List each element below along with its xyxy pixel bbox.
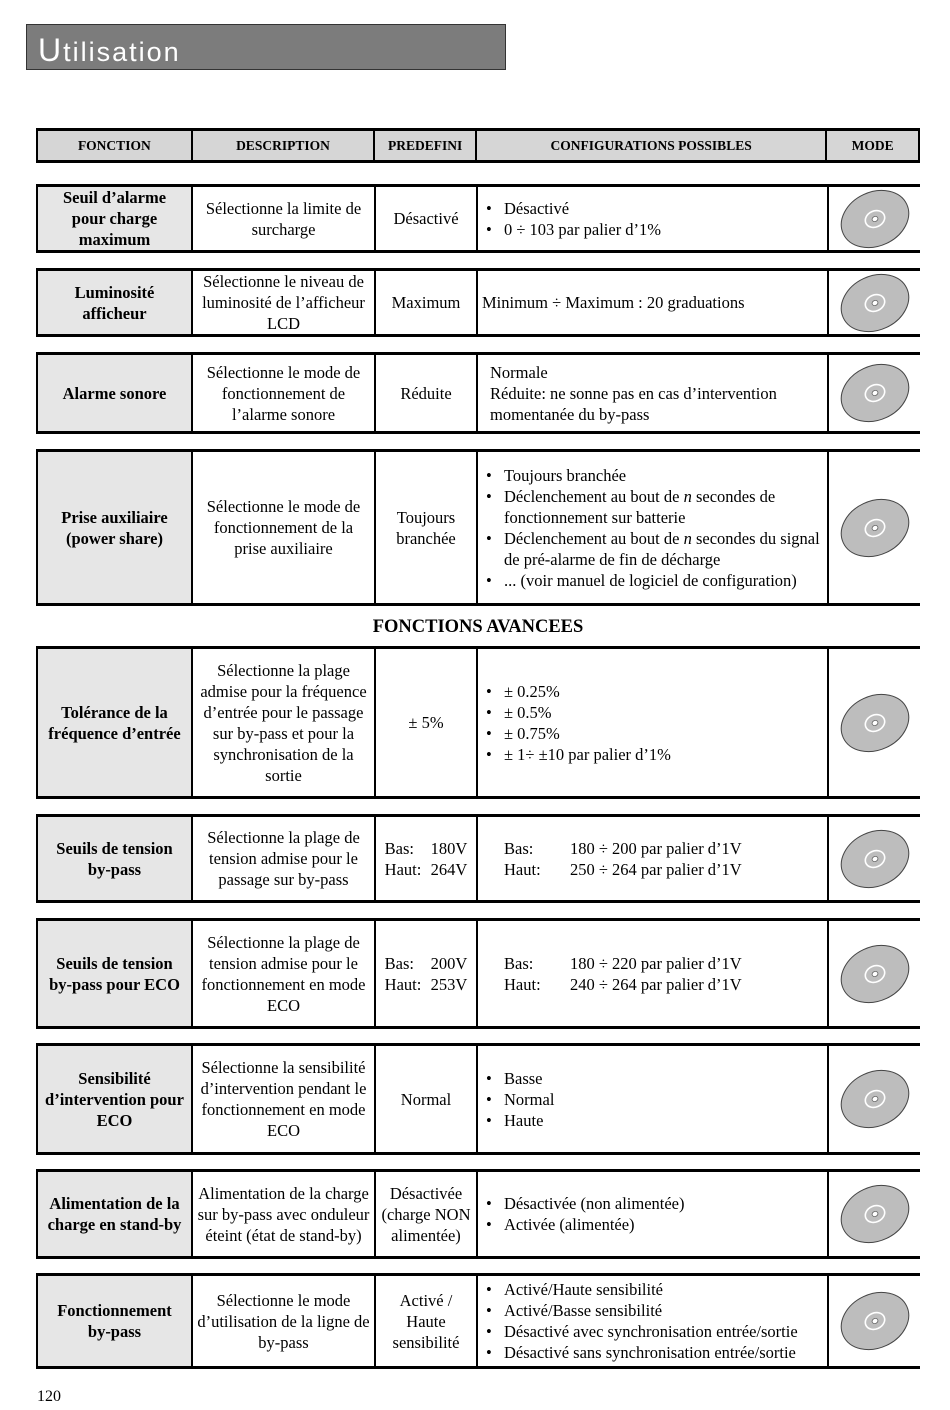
row-configurations xyxy=(478,355,829,431)
row-description: Sélectionne la plage admise pour la fréquence d’entrée pour le passage sur by-pass et pour la synchronisation de la sortie xyxy=(193,649,376,796)
config-label: Haut: xyxy=(504,974,541,994)
option-item: • ± 0.75% xyxy=(482,723,671,744)
cd-disc-icon xyxy=(838,1069,912,1129)
option-text: Minimum ÷ Maximum : 20 graduations xyxy=(482,293,745,312)
row-fonction: Fonctionnement by-pass xyxy=(38,1276,193,1366)
table-row xyxy=(36,918,920,1029)
predefini-label: Bas: xyxy=(384,838,414,858)
cd-disc-icon xyxy=(838,189,912,249)
row-configurations xyxy=(478,817,829,900)
row-predefini: Activé / Haute sensibilité xyxy=(376,1276,478,1366)
row-configurations xyxy=(478,271,829,334)
row-predefini xyxy=(376,921,478,1026)
table-row xyxy=(36,814,920,903)
cd-disc-icon xyxy=(838,363,912,423)
row-configurations xyxy=(478,187,829,250)
config-label: Bas: xyxy=(504,953,534,973)
table-row xyxy=(36,184,920,253)
cd-disc-icon xyxy=(838,273,912,333)
table-row xyxy=(36,1273,920,1369)
table-row xyxy=(36,1169,920,1259)
option-item: • Désactivé avec synchronisation entrée/sortie xyxy=(482,1321,798,1342)
row-fonction: Sensibilité d’intervention pour ECO xyxy=(38,1046,193,1152)
row-description: Sélectionne le mode de fonctionnement de la prise auxiliaire xyxy=(193,452,376,603)
config-label: Bas: xyxy=(504,838,534,858)
table-row xyxy=(36,449,920,606)
row-fonction: Tolérance de la fréquence d’entrée xyxy=(38,649,193,796)
table-row xyxy=(36,1043,920,1155)
row-predefini: Réduite xyxy=(376,355,478,431)
header-fonction: FONCTION xyxy=(38,131,193,160)
option-item: • Activé/Basse sensibilité xyxy=(482,1300,798,1321)
row-description: Sélectionne le niveau de luminosité de l’afficheur LCD xyxy=(193,271,376,334)
option-item: • Toujours branchée xyxy=(482,465,823,486)
row-fonction: Prise auxiliaire (power share) xyxy=(38,452,193,603)
option-text: Normale Réduite: ne sonne pas en cas d’intervention momentanée du by-pass xyxy=(490,362,777,424)
row-mode xyxy=(829,452,920,603)
advanced-section-title: FONCTIONS AVANCEES xyxy=(372,617,584,637)
row-mode xyxy=(829,817,920,900)
header-configurations: CONFIGURATIONS POSSIBLES xyxy=(477,131,827,160)
predefini-value: 253V xyxy=(430,974,468,994)
row-description: Alimentation de la charge sur by-pass avec onduleur éteint (état de stand-by) xyxy=(193,1172,376,1256)
option-item: • Activé/Haute sensibilité xyxy=(482,1279,798,1300)
table-row xyxy=(36,352,920,434)
row-mode xyxy=(829,1276,920,1366)
row-configurations xyxy=(478,1172,829,1256)
config-label: Haut: xyxy=(504,859,541,879)
row-fonction: Alarme sonore xyxy=(38,355,193,431)
option-item: • Basse xyxy=(482,1068,554,1089)
header-description: DESCRIPTION xyxy=(193,131,376,160)
row-configurations xyxy=(478,649,829,796)
predefini-value: 200V xyxy=(430,953,468,973)
row-description: Sélectionne la plage de tension admise pour le fonctionnement en mode ECO xyxy=(193,921,376,1026)
predefini-label: Haut: xyxy=(384,974,422,994)
config-value: 180 ÷ 200 par palier d’1V xyxy=(570,838,742,858)
header-mode: MODE xyxy=(827,131,918,160)
option-item: • Désactivé xyxy=(482,198,661,219)
cd-disc-icon xyxy=(838,829,912,889)
option-item: • Déclenchement au bout de n secondes du signal de pré-alarme de fin de décharge xyxy=(482,528,823,570)
row-fonction: Alimentation de la charge en stand-by xyxy=(38,1172,193,1256)
row-configurations xyxy=(478,921,829,1026)
option-item: • Désactivé sans synchronisation entrée/sortie xyxy=(482,1342,798,1363)
row-predefini: Désactivé xyxy=(376,187,478,250)
cd-disc-icon xyxy=(838,1184,912,1244)
option-item: • ± 0.25% xyxy=(482,681,671,702)
cd-disc-icon xyxy=(838,1291,912,1351)
row-fonction: Seuil d’alarme pour charge maximum xyxy=(38,187,193,250)
predefini-label: Bas: xyxy=(384,953,414,973)
header-predefini: PREDEFINI xyxy=(375,131,477,160)
cd-disc-icon xyxy=(838,498,912,558)
row-description: Sélectionne la limite de surcharge xyxy=(193,187,376,250)
row-fonction: Seuils de tension by-pass xyxy=(38,817,193,900)
config-value: 240 ÷ 264 par palier d’1V xyxy=(570,974,742,994)
option-item: • ... (voir manuel de logiciel de configuration) xyxy=(482,570,823,591)
option-item: • Déclenchement au bout de n secondes de fonctionnement sur batterie xyxy=(482,486,823,528)
row-predefini: Désactivée (charge NON alimentée) xyxy=(376,1172,478,1256)
row-configurations xyxy=(478,1276,829,1366)
row-predefini: ± 5% xyxy=(376,649,478,796)
page-number: 120 xyxy=(37,1388,61,1405)
row-mode xyxy=(829,921,920,1026)
row-description: Sélectionne la plage de tension admise pour le passage sur by-pass xyxy=(193,817,376,900)
cd-disc-icon xyxy=(838,944,912,1004)
option-item: • ± 1÷ ±10 par palier d’1% xyxy=(482,744,671,765)
row-fonction: Luminosité afficheur xyxy=(38,271,193,334)
cd-disc-icon xyxy=(838,693,912,753)
row-description: Sélectionne la sensibilité d’intervention pendant le fonctionnement en mode ECO xyxy=(193,1046,376,1152)
row-predefini: Toujours branchée xyxy=(376,452,478,603)
option-item: • ± 0.5% xyxy=(482,702,671,723)
row-configurations xyxy=(478,1046,829,1152)
row-predefini xyxy=(376,817,478,900)
option-item: • Désactivée (non alimentée) xyxy=(482,1193,685,1214)
predefini-label: Haut: xyxy=(384,859,422,879)
table-header xyxy=(36,128,920,163)
row-mode xyxy=(829,271,920,334)
table-row xyxy=(36,646,920,799)
config-value: 180 ÷ 220 par palier d’1V xyxy=(570,953,742,973)
row-mode xyxy=(829,1046,920,1152)
table-row xyxy=(36,268,920,337)
predefini-value: 180V xyxy=(430,838,468,858)
row-description: Sélectionne le mode de fonctionnement de l’alarme sonore xyxy=(193,355,376,431)
option-item: • Normal xyxy=(482,1089,554,1110)
page-title: Utilisation xyxy=(38,32,181,68)
row-fonction: Seuils de tension by-pass pour ECO xyxy=(38,921,193,1026)
option-item: • Haute xyxy=(482,1110,554,1131)
row-configurations xyxy=(478,452,829,603)
row-predefini: Maximum xyxy=(376,271,478,334)
row-description: Sélectionne le mode d’utilisation de la ligne de by-pass xyxy=(193,1276,376,1366)
row-mode xyxy=(829,1172,920,1256)
page-title-banner xyxy=(26,24,506,70)
row-predefini: Normal xyxy=(376,1046,478,1152)
row-mode xyxy=(829,649,920,796)
option-item: • 0 ÷ 103 par palier d’1% xyxy=(482,219,661,240)
option-item: • Activée (alimentée) xyxy=(482,1214,685,1235)
row-mode xyxy=(829,355,920,431)
row-mode xyxy=(829,187,920,250)
predefini-value: 264V xyxy=(430,859,468,879)
config-value: 250 ÷ 264 par palier d’1V xyxy=(570,859,742,879)
